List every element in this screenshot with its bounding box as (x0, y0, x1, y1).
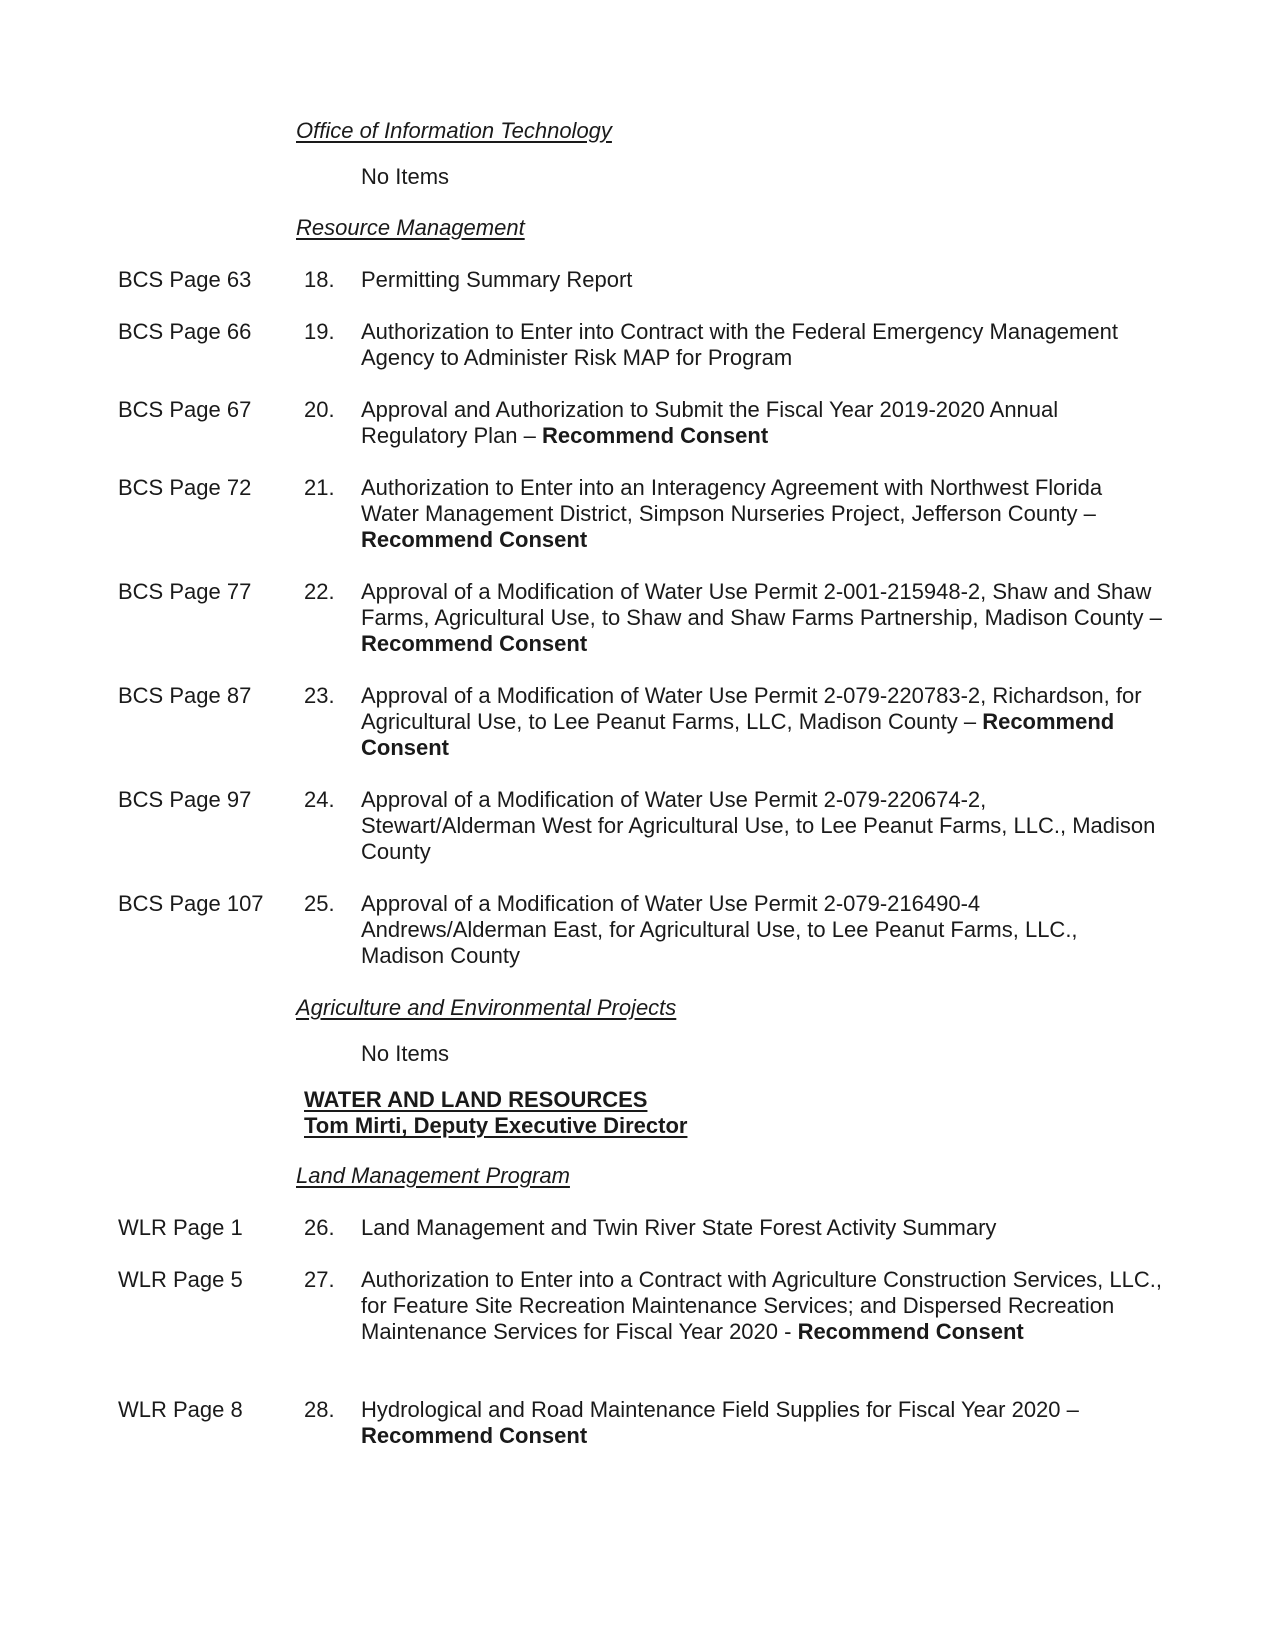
page-reference: BCS Page 67 (118, 397, 252, 422)
item-text: Authorization to Enter into an Interagency Agreement with Northwest Florida Water Management District, Simpson Nurseries Project, Jefferson County – (361, 475, 1103, 526)
consent-label: Recommend Consent (361, 709, 1115, 760)
section-subtitle-deputy-director: Tom Mirti, Deputy Executive Director (304, 1113, 688, 1138)
item-text: Approval and Authorization to Submit the Fiscal Year 2019-2020 Annual Regulatory Plan – (361, 397, 1059, 448)
item-description (361, 891, 1166, 969)
item-description (361, 319, 1166, 371)
consent-label: Recommend Consent (797, 1319, 1024, 1344)
page-reference: BCS Page 87 (118, 683, 252, 708)
page-reference: BCS Page 72 (118, 475, 252, 500)
item-text: Approval of a Modification of Water Use Permit 2-079-220783-2, Richardson, for Agricultural Use, to Lee Peanut Farms, LLC, Madison County – (361, 683, 1142, 734)
item-number: 27. (304, 1267, 335, 1292)
item-description (361, 397, 1166, 449)
section-heading-land-management: Land Management Program (296, 1163, 570, 1188)
item-description (361, 267, 1166, 293)
consent-label: Recommend Consent (542, 423, 769, 448)
item-description (361, 683, 1166, 761)
page-reference: WLR Page 1 (118, 1215, 243, 1240)
item-description (361, 1267, 1166, 1345)
page-reference: BCS Page 77 (118, 579, 252, 604)
item-description (361, 787, 1166, 865)
page-reference: WLR Page 5 (118, 1267, 243, 1292)
consent-label: Recommend Consent (361, 631, 588, 656)
item-number: 25. (304, 891, 335, 916)
item-text: Approval of a Modification of Water Use Permit 2-001-215948-2, Shaw and Shaw Farms, Agricultural Use, to Shaw and Shaw Farms Partnership, Madison County – (361, 579, 1162, 630)
section-heading-oit: Office of Information Technology (296, 118, 612, 143)
item-text: Hydrological and Road Maintenance Field Supplies for Fiscal Year 2020 – (361, 1397, 1079, 1422)
section-heading-resource-management: Resource Management (296, 215, 525, 240)
item-number: 26. (304, 1215, 335, 1240)
page-reference: BCS Page 97 (118, 787, 252, 812)
consent-label: Recommend Consent (361, 527, 588, 552)
item-text: Approval of a Modification of Water Use Permit 2-079-216490-4 Andrews/Alderman East, for Agricultural Use, to Lee Peanut Farms, LLC., Madison County (361, 891, 1078, 968)
item-number: 22. (304, 579, 335, 604)
item-description (361, 1215, 1166, 1241)
page-reference: WLR Page 8 (118, 1397, 243, 1422)
item-number: 24. (304, 787, 335, 812)
item-number: 28. (304, 1397, 335, 1422)
section-heading-agriculture-environmental: Agriculture and Environmental Projects (296, 995, 677, 1020)
item-text: Permitting Summary Report (361, 267, 633, 292)
no-items-oit: No Items (361, 164, 450, 189)
item-number: 18. (304, 267, 335, 292)
item-text: Authorization to Enter into a Contract with Agriculture Construction Services, LLC., for Feature Site Recreation Maintenance Services; and Dispersed Recreation Maintenance Services for Fiscal Year 2020 - (361, 1267, 1162, 1344)
item-number: 20. (304, 397, 335, 422)
item-number: 19. (304, 319, 335, 344)
item-text: Authorization to Enter into Contract with the Federal Emergency Management Agency to Administer Risk MAP for Program (361, 319, 1118, 370)
item-number: 21. (304, 475, 335, 500)
item-description (361, 579, 1166, 657)
consent-label: Recommend Consent (361, 1423, 588, 1448)
page-reference: BCS Page 107 (118, 891, 264, 916)
item-description (361, 1397, 1166, 1449)
section-title-water-land: WATER AND LAND RESOURCES (304, 1087, 648, 1112)
item-number: 23. (304, 683, 335, 708)
item-description (361, 475, 1166, 553)
item-text: Land Management and Twin River State Forest Activity Summary (361, 1215, 997, 1240)
no-items-aep: No Items (361, 1041, 450, 1066)
item-text: Approval of a Modification of Water Use Permit 2-079-220674-2, Stewart/Alderman West for Agricultural Use, to Lee Peanut Farms, LLC., Madison County (361, 787, 1156, 864)
page-reference: BCS Page 63 (118, 267, 252, 292)
page-reference: BCS Page 66 (118, 319, 252, 344)
